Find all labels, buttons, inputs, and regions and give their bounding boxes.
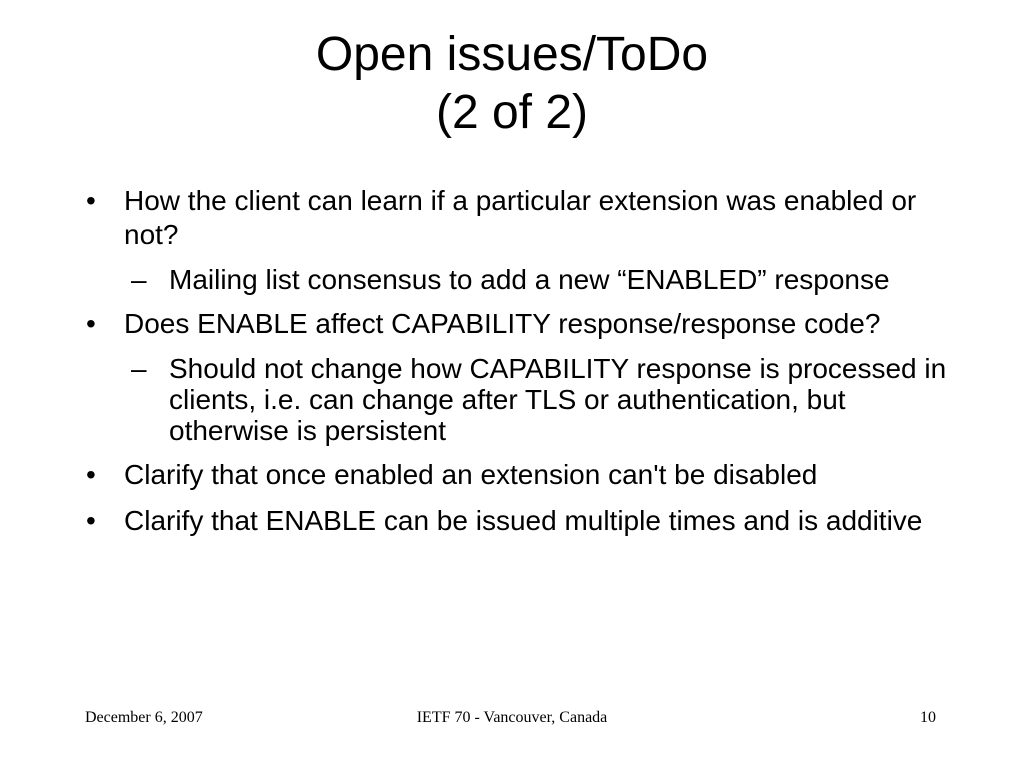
bullet-text: How the client can learn if a particular extension was enabled or not?	[124, 185, 917, 250]
bullet-text: Does ENABLE affect CAPABILITY response/response code?	[124, 308, 881, 339]
bullet-item-2	[86, 307, 956, 341]
slide-title	[0, 26, 1024, 142]
sub-bullet-text: Mailing list consensus to add a new “ENABLED” response	[169, 264, 890, 295]
bullet-marker: •	[86, 308, 96, 339]
bullet-list	[86, 184, 956, 550]
sub-bullet-item-1	[131, 264, 956, 295]
title-line-2: (2 of 2)	[435, 86, 589, 139]
footer-event: IETF 70 - Vancouver, Canada	[416, 709, 608, 726]
footer-page-number: 10	[920, 709, 936, 726]
sub-bullet-text: Should not change how CAPABILITY response is processed in clients, i.e. can change after TLS or authentication, but otherwise is persistent	[169, 353, 947, 446]
sub-bullet-item-2	[131, 353, 956, 446]
bullet-item-1	[86, 184, 956, 252]
bullet-item-3	[86, 458, 956, 492]
bullet-marker: •	[86, 185, 96, 216]
footer-date: December 6, 2007	[85, 709, 203, 726]
bullet-item-4	[86, 504, 956, 538]
bullet-marker: •	[86, 459, 96, 490]
bullet-text: Clarify that ENABLE can be issued multiple times and is additive	[124, 505, 923, 536]
bullet-marker: •	[86, 505, 96, 536]
sub-bullet-marker: –	[131, 264, 147, 295]
title-line-1: Open issues/ToDo	[315, 28, 709, 81]
bullet-text: Clarify that once enabled an extension can't be disabled	[124, 459, 818, 490]
sub-bullet-marker: –	[131, 353, 147, 384]
